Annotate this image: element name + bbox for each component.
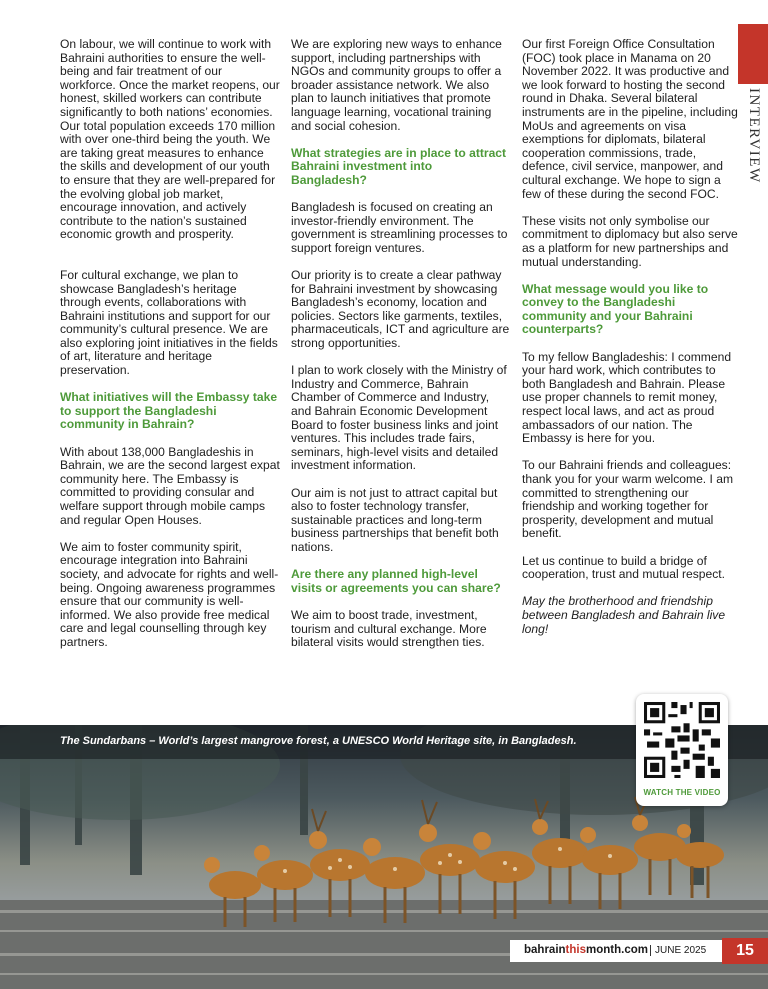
qr-code-icon[interactable] xyxy=(644,702,720,778)
footer-site[interactable] xyxy=(524,944,648,956)
watch-video-label[interactable]: WATCH THE VIDEO xyxy=(643,788,721,797)
paragraph: On labour, we will continue to work with Bahraini authorities to ensure the well-being and fair treatment of our workforce. Once the market reopens, our honest, skilled workers can contribute significantly to both nations’ economies. Our total population exceeds 170 million with over one-third being the youth. We are taking great measures to enhance the skills and development of our youth to ensure that they are well-prepared for the evolving global job market, encourage innovation, and actively contribute to the nation’s sustained economic growth and prosperity. xyxy=(60,37,280,242)
paragraph: We aim to foster community spirit, encourage integration into Bahraini society, and advocate for rights and well-being. Ongoing awareness programmes ensure that our community is well-informed. We also provide free medical care and legal counselling through key partners. xyxy=(60,539,279,649)
site-suffix: month.com xyxy=(586,944,648,956)
paragraph: With about 138,000 Bangladeshis in Bahrain, we are the second largest expat community here. The Embassy is committed to providing consular and welfare support through mobile camps and regular Open Houses. xyxy=(60,444,280,527)
qr-card[interactable] xyxy=(636,694,728,806)
site-prefix: bahrain xyxy=(524,944,566,956)
site-highlight: this xyxy=(565,944,586,956)
paragraph: To our Bahraini friends and colleagues: thank you for your warm welcome. I am committed to strengthening our friendship and working together for prosperity, development and mutual benefit. xyxy=(522,458,734,541)
text-column-3 xyxy=(522,38,742,650)
page-number: 15 xyxy=(722,938,768,964)
paragraph: We aim to boost trade, investment, tourism and cultural exchange. More bilateral visits would strengthen ties. xyxy=(291,607,487,650)
paragraph: I plan to work closely with the Ministry of Industry and Commerce, Bahrain Chamber of Commerce and Industry, and Bahrain Economic Development Board to foster business links and joint ventures. This includes trade fairs, seminars, high-level visits and detailed investment information. xyxy=(291,363,507,473)
section-label: INTERVIEW xyxy=(746,88,762,184)
text-column-2 xyxy=(291,38,511,663)
interview-question: What strategies are in place to attract Bahraini investment into Bangladesh? xyxy=(291,145,507,187)
paragraph: These visits not only symbolise our commitment to diplomacy but also serve as a platform for new partnerships and mutual understanding. xyxy=(522,213,738,269)
text-column-1 xyxy=(60,38,280,663)
paragraph: We are exploring new ways to enhance support, including partnerships with NGOs and community groups to offer a broader assistance network. We also plan to launch initiatives that promote language learning, vocational training and social cohesion. xyxy=(291,37,502,133)
interview-question: What initiatives will the Embassy take to support the Bangladeshi community in Bahrain? xyxy=(60,390,278,432)
paragraph: Our aim is not just to attract capital but also to foster technology transfer, sustainable practices and long-term business partnerships that benefit both nations. xyxy=(291,485,499,554)
section-tab xyxy=(738,24,768,84)
paragraph: To my fellow Bangladeshis: I commend your hard work, which contributes to both Bangladesh and Bahrain. Please use proper channels to remit money, respect local laws, and act as proud ambassadors of our nation. The Embassy is here for you. xyxy=(522,349,732,446)
closing-remark: May the brotherhood and friendship between Bangladesh and Bahrain live long! xyxy=(522,594,726,636)
paragraph: Let us continue to build a bridge of cooperation, trust and mutual respect. xyxy=(522,553,726,582)
interview-question: What message would you like to convey to the Bangladeshi community and your Bahraini counterparts? xyxy=(522,281,709,337)
paragraph: Our first Foreign Office Consultation (FOC) took place in Manama on 20 November 2022. It was productive and we look forward to hosting the second round in Dhaka. Several bilateral instruments are in the pipeline, including MoUs and agreements on visa exemptions for diplomats, bilateral cooperation commissions, trade, defence, civil service, manpower, and cultural exchange. We hope to sign a few of these during the second FOC. xyxy=(522,37,738,201)
issue-date: JUNE 2025 xyxy=(650,945,706,956)
photo-caption: The Sundarbans – World’s largest mangrove forest, a UNESCO World Heritage site, in Bangladesh. xyxy=(60,735,577,747)
paragraph: Bangladesh is focused on creating an investor-friendly environment. The government is streamlining processes to support foreign ventures. xyxy=(291,200,508,255)
interview-question: Are there any planned high-level visits or agreements you can share? xyxy=(291,567,501,595)
paragraph: For cultural exchange, we plan to showcase Bangladesh’s heritage through events, collaborations with Bahraini institutions and support for our community’s cultural presence. We are also exploring joint initiatives in the fields of art, literature and heritage preservation. xyxy=(60,267,278,378)
paragraph: Our priority is to create a clear pathway for Bahraini investment by showcasing Bangladesh’s economy, location and policies. Sectors like garments, textiles, pharmaceuticals, ICT and agriculture are strong opportunities. xyxy=(291,268,510,351)
